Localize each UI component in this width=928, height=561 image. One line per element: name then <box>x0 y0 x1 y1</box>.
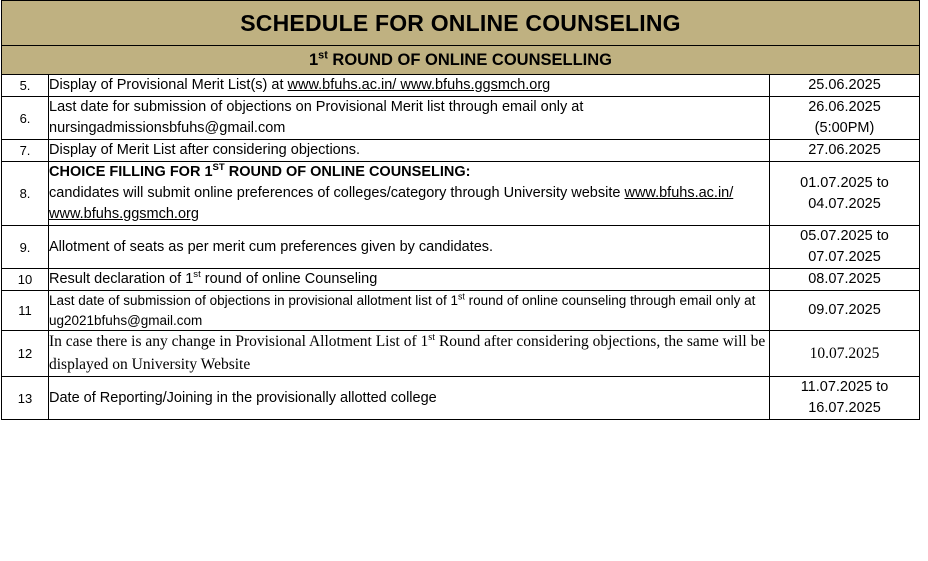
section-heading-prefix: 1 <box>308 50 319 69</box>
row-heading-pre: CHOICE FILLING FOR 1 <box>49 164 213 181</box>
row-description: Allotment of seats as per merit cum preferences given by candidates. <box>49 226 770 269</box>
row-date-line-2: 04.07.2025 <box>808 195 881 212</box>
row-description-link[interactable]: www.bfuhs.ac.in/ www.bfuhs.ggsmch.org <box>287 77 551 93</box>
row-description-text: In case there is any change in Provisional Allotment List of 1 <box>49 333 429 351</box>
row-description: Date of Reporting/Joining in the provisionally allotted college <box>49 377 770 420</box>
row-date: 27.06.2025 <box>770 140 920 162</box>
table-row <box>2 162 920 226</box>
section-heading <box>2 46 920 75</box>
row-serial-number: 6. <box>2 97 49 140</box>
row-description <box>49 291 770 331</box>
table-title-row <box>2 1 920 46</box>
row-description-ordinal-suffix: st <box>193 269 201 281</box>
row-heading-ordinal-suffix: ST <box>212 162 225 174</box>
row-heading-post: ROUND OF ONLINE COUNSELING: <box>224 164 471 181</box>
row-date-line-2: (5:00PM) <box>814 120 875 137</box>
row-serial-number: 11 <box>2 291 49 331</box>
table-row <box>2 291 920 331</box>
row-date: 09.07.2025 <box>770 291 920 331</box>
row-description-tail: Round after considering objections, the same will be displayed on University Website <box>49 333 766 373</box>
row-serial-number: 5. <box>2 75 49 97</box>
row-description: Last date for submission of objections on Provisional Merit list through email only at nursingadmissionsbfuhs@gmail.com <box>49 97 770 140</box>
row-date <box>770 377 920 420</box>
row-date-line-1: 01.07.2025 to <box>800 174 889 191</box>
row-description-link[interactable]: www.bfuhs.ac.in/ www.bfuhs.ggsmch.org <box>49 185 734 223</box>
row-date <box>770 162 920 226</box>
row-date <box>770 226 920 269</box>
table-row <box>2 269 920 291</box>
table-row <box>2 97 920 140</box>
row-description <box>49 331 770 377</box>
row-serial-number: 12 <box>2 331 49 377</box>
table-row <box>2 377 920 420</box>
row-description-ordinal-suffix: st <box>457 291 465 302</box>
schedule-table <box>1 0 920 420</box>
row-serial-number: 10 <box>2 269 49 291</box>
row-date: 08.07.2025 <box>770 269 920 291</box>
section-heading-rest: ROUND OF ONLINE COUNSELLING <box>327 50 613 69</box>
row-date: 25.06.2025 <box>770 75 920 97</box>
table-row <box>2 75 920 97</box>
row-description-tail: round of online counseling through email only at ug2021bfuhs@gmail.com <box>49 293 756 328</box>
row-description-text: Result declaration of 1 <box>49 271 194 288</box>
section-heading-ordinal-suffix: st <box>318 49 328 61</box>
row-date <box>770 97 920 140</box>
page-title: SCHEDULE FOR ONLINE COUNSELING <box>2 1 920 46</box>
row-date-line-2: 16.07.2025 <box>808 400 881 417</box>
row-description-heading <box>49 162 769 183</box>
row-serial-number: 7. <box>2 140 49 162</box>
table-row <box>2 331 920 377</box>
row-date-line-1: 05.07.2025 to <box>800 228 889 245</box>
row-serial-number: 8. <box>2 162 49 226</box>
row-serial-number: 9. <box>2 226 49 269</box>
row-description-text: Display of Provisional Merit List(s) at <box>49 77 288 93</box>
row-description: Display of Merit List after considering objections. <box>49 140 770 162</box>
row-description-text: Last date of submission of objections in provisional allotment list of 1 <box>49 293 458 309</box>
table-section-heading-row <box>2 46 920 75</box>
table-row <box>2 140 920 162</box>
row-date: 10.07.2025 <box>770 331 920 377</box>
row-serial-number: 13 <box>2 377 49 420</box>
row-description-text: candidates will submit online preferences of colleges/category through University website <box>49 185 625 202</box>
row-date-line-1: 26.06.2025 <box>808 99 881 116</box>
row-description <box>49 75 770 97</box>
row-description-body <box>49 183 769 225</box>
row-description <box>49 269 770 291</box>
row-description-ordinal-suffix: st <box>428 332 436 344</box>
row-date-line-2: 07.07.2025 <box>808 249 881 266</box>
row-date-line-1: 11.07.2025 to <box>800 379 889 396</box>
table-row <box>2 226 920 269</box>
row-description-tail: round of online Counseling <box>200 271 378 288</box>
row-description <box>49 162 770 226</box>
